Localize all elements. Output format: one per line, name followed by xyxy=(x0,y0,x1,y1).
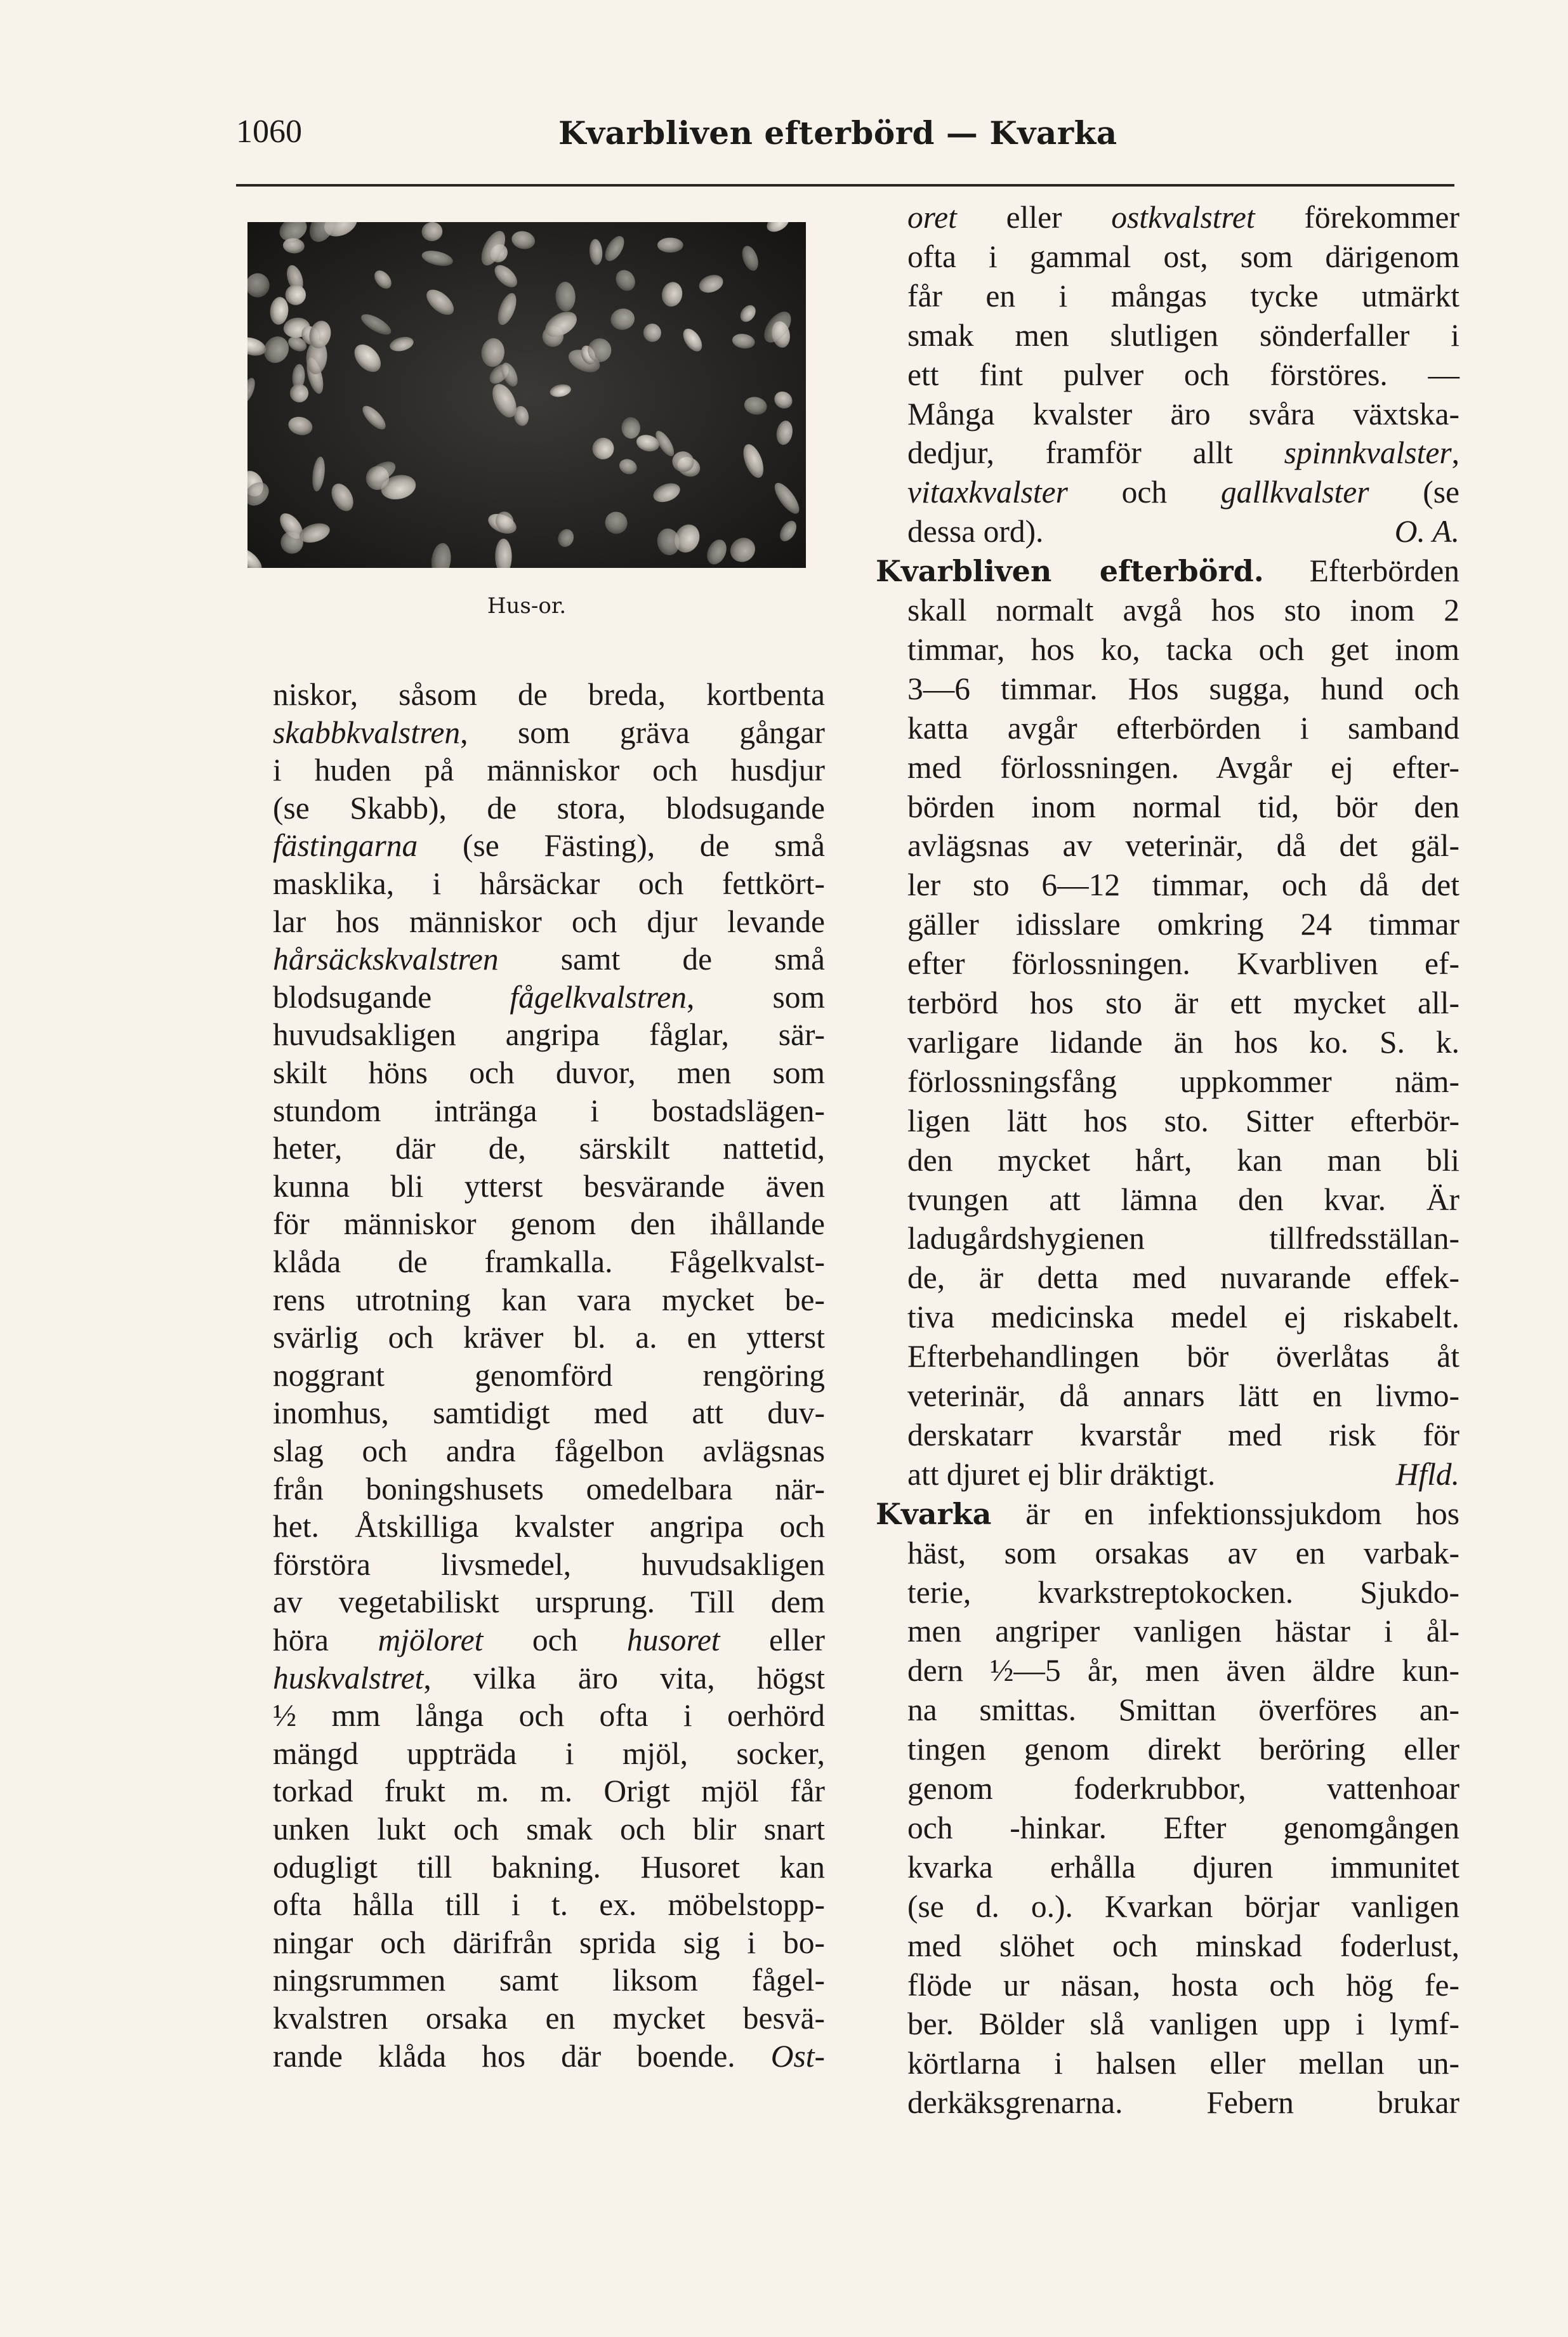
text-line: rens utrotning kan vara mycket be- xyxy=(273,1282,825,1317)
text-line: de, är detta med nuvarande effek- xyxy=(907,1260,1459,1296)
text-line: skilt höns och duvor, men som xyxy=(273,1055,825,1090)
text-line xyxy=(907,513,1459,551)
mite-photograph xyxy=(247,222,806,568)
text-segment: att djuret ej blir dräktigt. xyxy=(907,1456,1216,1492)
text-line: rande klåda hos där boende. Ost- xyxy=(273,2038,825,2074)
text-line: fästingarna (se Fästing), de små xyxy=(273,828,825,864)
text-line: avlägsnas av veterinär, då det gäl- xyxy=(907,828,1459,864)
text-line: oret eller ostkvalstret förekommer xyxy=(907,200,1459,235)
page-number: 1060 xyxy=(236,114,302,150)
text-line: ofta hålla till i t. ex. möbelstopp- xyxy=(273,1887,825,1923)
text-line: från boningshusets omedelbara när- xyxy=(273,1471,825,1506)
text-line: ofta i gammal ost, som därigenom xyxy=(907,239,1459,274)
text-line: i huden på människor och husdjur xyxy=(273,753,825,788)
text-line: dern ½—5 år, men även äldre kun- xyxy=(907,1653,1459,1689)
text-line: huvudsakligen angripa fåglar, sär- xyxy=(273,1017,825,1053)
text-line: höra mjöloret och husoret eller xyxy=(273,1623,825,1657)
text-line: flöde ur näsan, hosta och hög fe- xyxy=(907,1967,1459,2003)
text-line: Efterbehandlingen bör överlåtas åt xyxy=(907,1339,1459,1374)
header-rule xyxy=(236,184,1454,187)
entry-headword: Kvarka xyxy=(876,1496,992,1531)
text-line: svärlig och kräver bl. a. en ytterst xyxy=(273,1320,825,1355)
text-line: na smittas. Smittan överföres an- xyxy=(907,1692,1459,1728)
text-line: varligare lidande än hos ko. S. k. xyxy=(907,1024,1459,1060)
text-segment: dessa ord). xyxy=(907,514,1044,550)
text-line: hårsäckskvalstren samt de små xyxy=(273,942,825,977)
text-line: smak men slutligen sönderfaller i xyxy=(907,317,1459,353)
text-line xyxy=(907,1456,1459,1494)
text-line: kvalstren orsaka en mycket besvä- xyxy=(273,2001,825,2036)
text-line: derskatarr kvarstår med risk för xyxy=(907,1417,1459,1452)
text-line: lar hos människor och djur levande xyxy=(273,904,825,939)
text-line: skabbkvalstren, som gräva gångar xyxy=(273,714,825,750)
text-line: ½ mm långa och ofta i oerhörd xyxy=(273,1698,825,1734)
text-line: gäller idisslare omkring 24 timmar xyxy=(907,907,1459,942)
text-line: Många kvalster äro svåra växtska- xyxy=(907,396,1459,431)
text-line: och -hinkar. Efter genomgången xyxy=(907,1810,1459,1845)
text-line: får en i mångas tycke utmärkt xyxy=(907,278,1459,313)
text-line: tingen genom direkt beröring eller xyxy=(907,1732,1459,1767)
text-line: men angriper vanligen hästar i ål- xyxy=(907,1614,1459,1649)
text-segment: är en infektionssjukdom hos xyxy=(1025,1496,1459,1531)
text-line: het. Åtskilliga kvalster angripa och xyxy=(273,1509,825,1544)
author-signature: O. A. xyxy=(1394,514,1459,550)
text-line: ett fint pulver och förstöres. — xyxy=(907,357,1459,392)
text-line: dedjur, framför allt spinnkvalster, xyxy=(907,435,1459,471)
text-line: mängd uppträda i mjöl, socker, xyxy=(273,1735,825,1771)
text-segment: Efterbörden xyxy=(1309,553,1459,589)
text-line: skall normalt avgå hos sto inom 2 xyxy=(907,593,1459,628)
text-line: masklika, i hårsäckar och fettkört- xyxy=(273,866,825,901)
text-line: niskor, såsom de breda, kortbenta xyxy=(273,677,825,712)
text-line: ningar och därifrån sprida sig i bo- xyxy=(273,1925,825,1960)
text-line: med slöhet och minskad foderlust, xyxy=(907,1928,1459,1963)
text-line: tiva medicinska medel ej riskabelt. xyxy=(907,1300,1459,1335)
text-line: stundom intränga i bostadslägen- xyxy=(273,1093,825,1128)
text-line: odugligt till bakning. Husoret kan xyxy=(273,1849,825,1885)
text-line: veterinär, då annars lätt en livmo- xyxy=(907,1378,1459,1413)
running-title: Kvarbliven efterbörd — Kvarka xyxy=(558,114,1117,152)
text-line: tvungen att lämna den kvar. Är xyxy=(907,1182,1459,1217)
text-line: derkäksgrenarna. Febern brukar xyxy=(907,2085,1459,2121)
text-line: med förlossningen. Avgår ej efter- xyxy=(907,749,1459,785)
text-line: förlossningsfång uppkommer näm- xyxy=(907,1063,1459,1099)
text-line: inomhus, samtidigt med att duv- xyxy=(273,1395,825,1431)
text-line: blodsugande fågelkvalstren, som xyxy=(273,979,825,1015)
mite-photo-image xyxy=(247,222,806,568)
text-line: 3—6 timmar. Hos sugga, hund och xyxy=(907,671,1459,706)
figure-caption: Hus-or. xyxy=(487,593,567,619)
text-line: börden inom normal tid, bör den xyxy=(907,789,1459,824)
text-line: ladugårdshygienen tillfredsställan- xyxy=(907,1221,1459,1256)
text-line: ningsrummen samt liksom fågel- xyxy=(273,1963,825,1998)
text-line: slag och andra fågelbon avlägsnas xyxy=(273,1433,825,1468)
text-line: timmar, hos ko, tacka och get inom xyxy=(907,631,1459,667)
text-line: den mycket hårt, kan man bli xyxy=(907,1142,1459,1178)
entry-first-line xyxy=(876,552,1459,590)
author-signature: Hfld. xyxy=(1395,1456,1459,1492)
text-line: noggrant genomförd rengöring xyxy=(273,1357,825,1393)
text-line: unken lukt och smak och blir snart xyxy=(273,1812,825,1847)
text-line: huskvalstret, vilka äro vita, högst xyxy=(273,1660,825,1695)
entry-headword: Kvarbliven efterbörd. xyxy=(876,554,1264,589)
text-line: genom foderkrubbor, vattenhoar xyxy=(907,1771,1459,1806)
text-line: ler sto 6—12 timmar, och då det xyxy=(907,867,1459,903)
text-line: heter, där de, särskilt nattetid, xyxy=(273,1131,825,1166)
text-line: kvarka erhålla djuren immunitet xyxy=(907,1849,1459,1885)
text-line: av vegetabiliskt ursprung. Till dem xyxy=(273,1584,825,1620)
text-line: torkad frukt m. m. Origt mjöl får xyxy=(273,1774,825,1809)
text-line: ber. Bölder slå vanligen upp i lymf- xyxy=(907,2006,1459,2042)
text-line: förstöra livsmedel, huvudsakligen xyxy=(273,1546,825,1582)
text-line: terie, kvarkstreptokocken. Sjukdo- xyxy=(907,1574,1459,1610)
text-line: körtlarna i halsen eller mellan un- xyxy=(907,2046,1459,2081)
text-line: terbörd hos sto är ett mycket all- xyxy=(907,985,1459,1020)
text-line: katta avgår efterbörden i samband xyxy=(907,710,1459,746)
entry-first-line xyxy=(876,1495,1459,1533)
text-line: för människor genom den ihållande xyxy=(273,1206,825,1242)
text-line: häst, som orsakas av en varbak- xyxy=(907,1535,1459,1570)
text-line: kunna bli ytterst besvärande även xyxy=(273,1168,825,1204)
text-line: efter förlossningen. Kvarbliven ef- xyxy=(907,946,1459,982)
text-line: vitaxkvalster och gallkvalster (se xyxy=(907,475,1459,510)
text-line: (se d. o.). Kvarkan börjar vanligen xyxy=(907,1888,1459,1924)
text-line: (se Skabb), de stora, blodsugande xyxy=(273,790,825,826)
text-line: ligen lätt hos sto. Sitter efterbör- xyxy=(907,1103,1459,1138)
text-line: klåda de framkalla. Fågelkvalst- xyxy=(273,1244,825,1279)
mite-shape xyxy=(657,238,683,253)
